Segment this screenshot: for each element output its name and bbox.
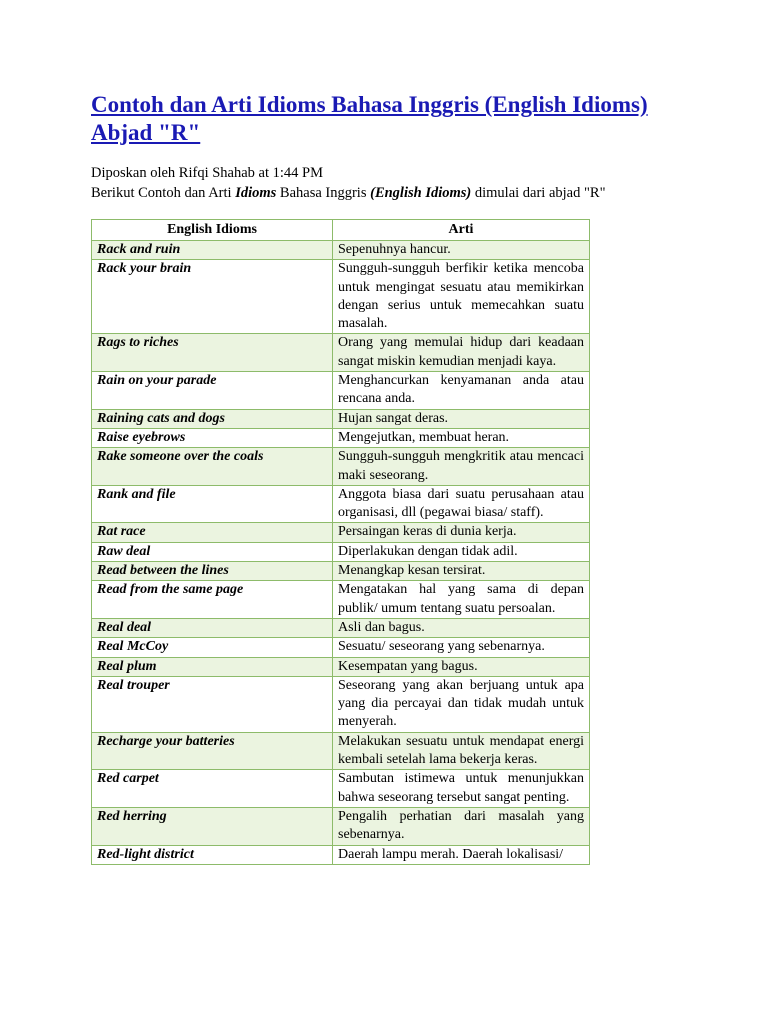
table-row — [92, 676, 590, 732]
idiom-cell: Rake someone over the coals — [92, 448, 333, 486]
intro-part3: dimulai dari abjad "R" — [471, 185, 606, 201]
table-row — [92, 845, 590, 864]
idiom-cell: Rags to riches — [92, 334, 333, 372]
idiom-cell: Raining cats and dogs — [92, 409, 333, 428]
arti-cell: Kesempatan yang bagus. — [333, 657, 590, 676]
intro-english-idioms: (English Idioms) — [370, 185, 472, 201]
intro-part2: Bahasa Inggris — [276, 185, 371, 201]
arti-cell: Menangkap kesan tersirat. — [333, 562, 590, 581]
table-row — [92, 334, 590, 372]
arti-cell: Menghancurkan kenyamanan anda atau rencana anda. — [333, 372, 590, 410]
arti-cell: Daerah lampu merah. Daerah lokalisasi/ — [333, 845, 590, 864]
table-row — [92, 428, 590, 447]
idiom-cell: Red herring — [92, 807, 333, 845]
posted-by-line: Diposkan oleh Rifqi Shahab at 1:44 PM — [91, 165, 323, 181]
idiom-cell: Red carpet — [92, 770, 333, 808]
arti-cell: Asli dan bagus. — [333, 618, 590, 637]
arti-cell: Pengalih perhatian dari masalah yang sebenarnya. — [333, 807, 590, 845]
arti-cell: Sungguh-sungguh mengkritik atau mencaci maki seseorang. — [333, 448, 590, 486]
idioms-table — [91, 219, 590, 865]
idiom-cell: Read between the lines — [92, 562, 333, 581]
arti-cell: Seseorang yang akan berjuang untuk apa yang dia percayai dan tidak mudah untuk menyerah. — [333, 676, 590, 732]
table-row — [92, 770, 590, 808]
idiom-cell: Raise eyebrows — [92, 428, 333, 447]
intro-idioms: Idioms — [235, 185, 277, 201]
table-row — [92, 562, 590, 581]
arti-cell: Sesuatu/ seseorang yang sebenarnya. — [333, 638, 590, 657]
intro-line — [91, 183, 691, 203]
post-meta — [91, 163, 691, 203]
column-header-arti: Arti — [333, 220, 590, 241]
table-row — [92, 542, 590, 561]
table-body — [92, 241, 590, 865]
table-row — [92, 657, 590, 676]
arti-cell: Sungguh-sungguh berfikir ketika mencoba untuk mengingat sesuatu atau memikirkan dengan serius untuk memecahkan suatu masalah. — [333, 260, 590, 334]
table-row — [92, 523, 590, 542]
idiom-cell: Red-light district — [92, 845, 333, 864]
post-title-link[interactable]: Contoh dan Arti Idioms Bahasa Inggris (English Idioms) Abjad "R" — [91, 92, 648, 145]
arti-cell: Mengejutkan, membuat heran. — [333, 428, 590, 447]
table-row — [92, 485, 590, 523]
arti-cell: Sambutan istimewa untuk menunjukkan bahwa seseorang tersebut sangat penting. — [333, 770, 590, 808]
arti-cell: Diperlakukan dengan tidak adil. — [333, 542, 590, 561]
idiom-cell: Raw deal — [92, 542, 333, 561]
table-row — [92, 260, 590, 334]
arti-cell: Mengatakan hal yang sama di depan publik/ umum tentang suatu persoalan. — [333, 581, 590, 619]
idiom-cell: Rat race — [92, 523, 333, 542]
table-row — [92, 618, 590, 637]
table-row — [92, 638, 590, 657]
idiom-cell: Rack your brain — [92, 260, 333, 334]
table-row — [92, 409, 590, 428]
table-row — [92, 807, 590, 845]
idiom-cell: Rain on your parade — [92, 372, 333, 410]
table-row — [92, 241, 590, 260]
column-header-idiom: English Idioms — [92, 220, 333, 241]
arti-cell: Sepenuhnya hancur. — [333, 241, 590, 260]
idiom-cell: Read from the same page — [92, 581, 333, 619]
idiom-cell: Real plum — [92, 657, 333, 676]
table-row — [92, 732, 590, 770]
arti-cell: Orang yang memulai hidup dari keadaan sangat miskin kemudian menjadi kaya. — [333, 334, 590, 372]
idiom-cell: Real deal — [92, 618, 333, 637]
arti-cell: Hujan sangat deras. — [333, 409, 590, 428]
intro-part1: Berikut Contoh dan Arti — [91, 185, 236, 201]
idiom-cell: Rack and ruin — [92, 241, 333, 260]
idiom-cell: Real trouper — [92, 676, 333, 732]
table-row — [92, 581, 590, 619]
table-row — [92, 372, 590, 410]
arti-cell: Anggota biasa dari suatu perusahaan atau organisasi, dll (pegawai biasa/ staff). — [333, 485, 590, 523]
arti-cell: Melakukan sesuatu untuk mendapat energi kembali setelah lama bekerja keras. — [333, 732, 590, 770]
table-row — [92, 448, 590, 486]
idiom-cell: Real McCoy — [92, 638, 333, 657]
idiom-cell: Rank and file — [92, 485, 333, 523]
table-header-row — [92, 220, 590, 241]
idiom-cell: Recharge your batteries — [92, 732, 333, 770]
arti-cell: Persaingan keras di dunia kerja. — [333, 523, 590, 542]
